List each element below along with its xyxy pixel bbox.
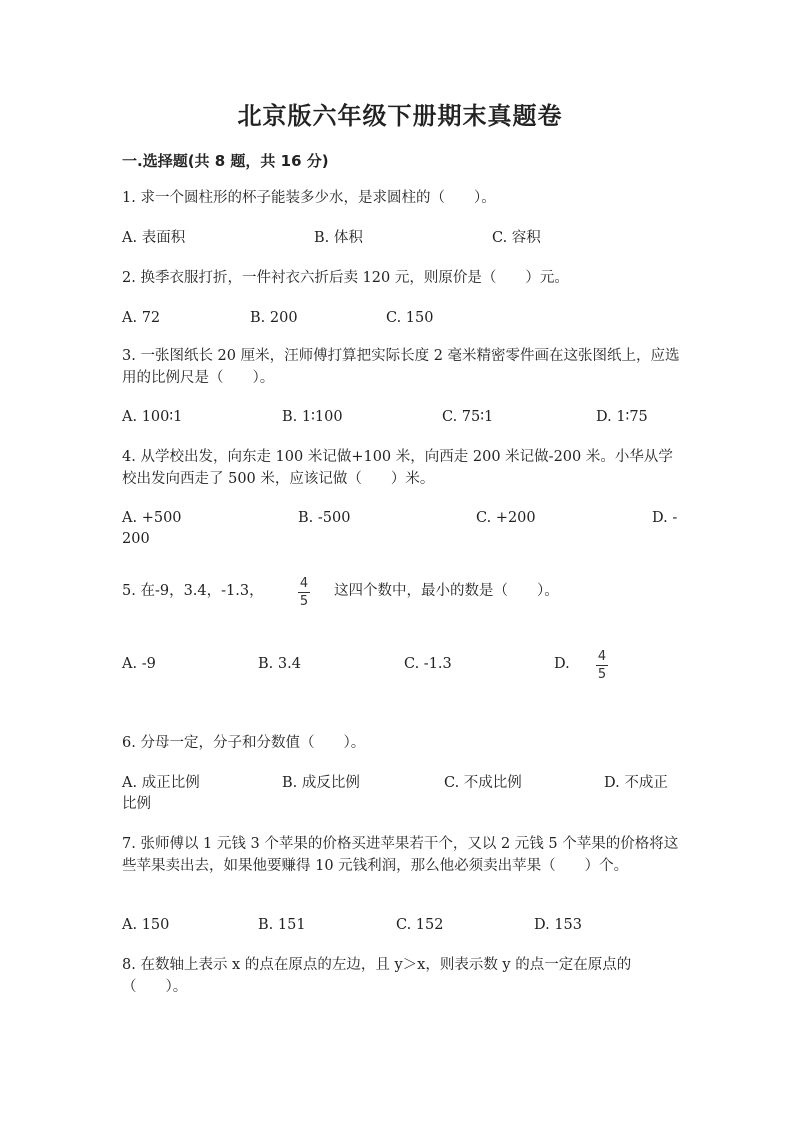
q4-option-b: B. -500	[298, 510, 351, 526]
question-8: 8. 在数轴上表示 x 的点在原点的左边，且 y＞x，则表示数 y 的点一定在原点的（ ）。	[122, 957, 632, 995]
q5-option-d: D.	[554, 656, 570, 672]
q5-fraction	[298, 576, 310, 609]
q3-option-a: A. 100∶1	[122, 409, 183, 425]
q5-option-c: C. -1.3	[404, 656, 452, 672]
q3-option-c: C. 75∶1	[442, 409, 494, 425]
question-5-suffix: 这四个数中，最小的数是（ ）。	[334, 583, 559, 599]
question-5-prefix: 5. 在-9，3.4，-1.3，	[122, 583, 264, 599]
q6-option-c: C. 不成比例	[444, 775, 522, 791]
q1-option-b: B. 体积	[314, 230, 363, 246]
q7-option-b: B. 151	[258, 917, 306, 933]
page-title: 北京版六年级下册期末真题卷	[237, 102, 563, 130]
q6-option-d: D. 不成正	[604, 775, 668, 791]
fraction-bar	[596, 665, 608, 666]
q4-option-d: D. -	[652, 510, 678, 526]
q1-option-a: A. 表面积	[122, 230, 186, 246]
q4-option-c: C. +200	[476, 510, 536, 526]
section-heading: 一.选择题(共 8 题，共 16 分)	[122, 152, 329, 170]
q5-option-a: A. -9	[122, 656, 156, 672]
q2-option-c: C. 150	[386, 310, 434, 326]
question-1: 1. 求一个圆柱形的杯子能装多少水，是求圆柱的（ ）。	[122, 190, 496, 206]
q5-fraction-numerator: 4	[299, 576, 309, 591]
q2-option-a: A. 72	[122, 310, 161, 326]
q3-option-d: D. 1∶75	[596, 409, 648, 425]
question-6: 6. 分母一定，分子和分数值（ ）。	[122, 735, 366, 751]
q1-option-c: C. 容积	[492, 230, 541, 246]
q5-option-d-denominator: 5	[597, 667, 607, 682]
q4-option-a: A. +500	[122, 510, 182, 526]
question-3: 3. 一张图纸长 20 厘米，汪师傅打算把实际长度 2 毫米精密零件画在这张图纸上，应选用的比例尺是（ ）。	[122, 348, 680, 386]
q3-option-b: B. 1∶100	[282, 409, 343, 425]
q5-option-d-numerator: 4	[597, 649, 607, 664]
question-7: 7. 张师傅以 1 元钱 3 个苹果的价格买进苹果若干个，又以 2 元钱 5 个苹果的价格将这些苹果卖出去，如果他要赚得 10 元钱利润，那么他必须卖出苹果（ ）个。	[122, 836, 679, 874]
question-2: 2. 换季衣服打折，一件衬衣六折后卖 120 元，则原价是（ ）元。	[122, 270, 569, 286]
q7-option-a: A. 150	[122, 917, 170, 933]
q5-fraction-denominator: 5	[299, 594, 309, 609]
q7-option-c: C. 152	[396, 917, 444, 933]
q6-option-b: B. 成反比例	[282, 775, 360, 791]
q2-option-b: B. 200	[250, 310, 298, 326]
q6-option-d-wrap: 比例	[122, 796, 151, 812]
fraction-bar	[298, 592, 310, 593]
question-4: 4. 从学校出发，向东走 100 米记做+100 米，向西走 200 米记做-200 米。小华从学校出发向西走了 500 米，应该记做（ ）米。	[122, 449, 673, 487]
q5-option-d-fraction	[596, 649, 608, 682]
q5-option-b: B. 3.4	[258, 656, 301, 672]
q4-option-d-wrap: 200	[122, 531, 150, 547]
q7-option-d: D. 153	[534, 917, 583, 933]
q6-option-a: A. 成正比例	[122, 775, 200, 791]
